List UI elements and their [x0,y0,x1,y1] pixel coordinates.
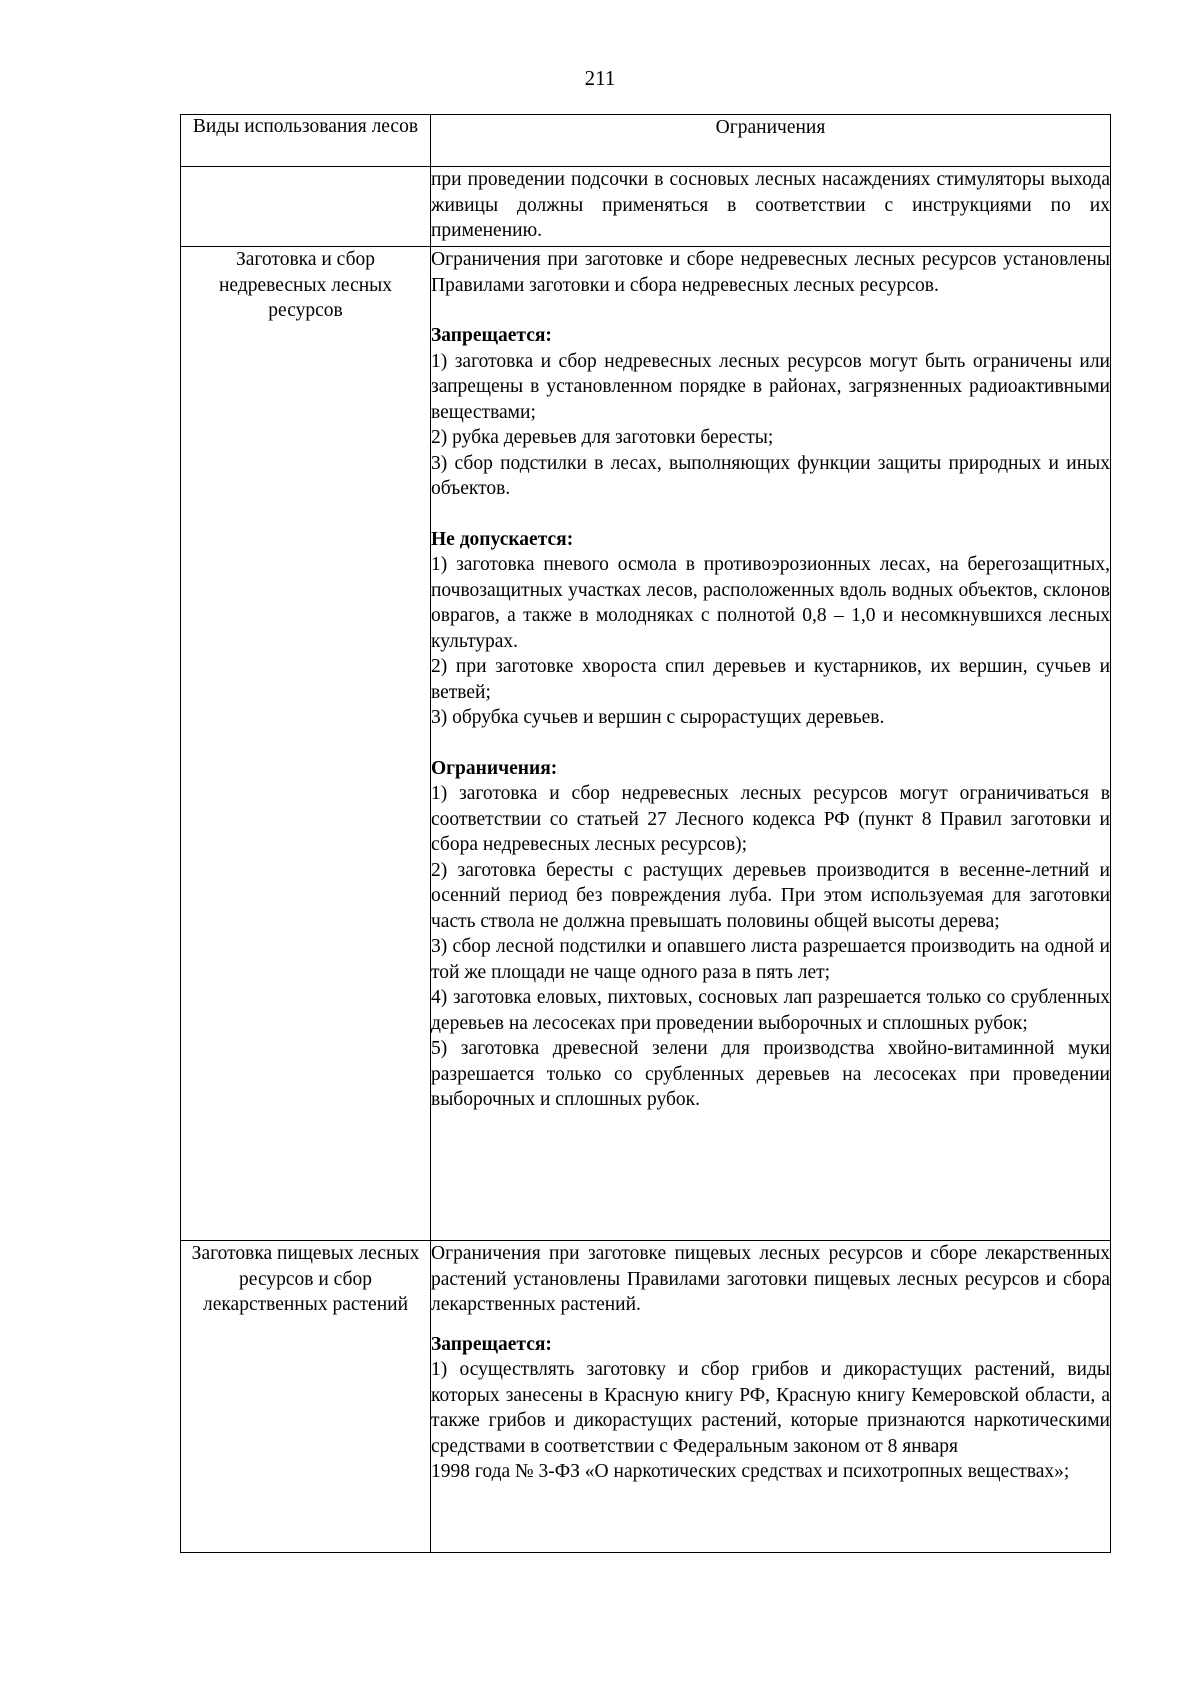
section-heading: Ограничения: [431,757,558,779]
table-row [181,1241,1111,1553]
header-restrictions: Ограничения [431,115,1111,167]
row-type-cell: Заготовка и сбор недревесных лесных ресурсов [181,247,431,1241]
paragraph: при проведении подсочки в сосновых лесных насаждениях стимуляторы выхода живицы должны применяться в соответствии с инструкциями по их применению. [431,169,1110,241]
table-row [181,247,1111,1241]
list-item: 3) сбор лесной подстилки и опавшего листа разрешается производить на одной и той же площади не чаще одного раза в пять лет; [431,936,1110,983]
row-restrictions-cell [431,1241,1111,1553]
list-item: 2) рубка деревьев для заготовки бересты; [431,427,774,448]
page-number: 211 [584,66,616,90]
list-item: 2) заготовка бересты с растущих деревьев производится в весенне-летний и осенний период без повреждения луба. При этом используемая для заготовки часть ствола не должна превышать половины общей высоты дерева; [431,859,1110,932]
list-item: 1) заготовка и сбор недревесных лесных ресурсов могут ограничиваться в соответствии со статьей 27 Лесного кодекса РФ (пункт 8 Правил заготовки и сбора недревесных лесных ресурсов); [431,783,1110,855]
row-type-cell: Заготовка пищевых лесных ресурсов и сбор лекарственных растений [181,1241,431,1553]
list-item: 1) осуществлять заготовку и сбор грибов и дикорастущих растений, виды которых занесены в Красную книгу РФ, Красную книгу Кемеровской области, а также грибов и дикорастущих растений, которые признаются наркотическими средствами в соответствии с Федеральным законом от 8 января [431,1359,1110,1457]
list-item: 1) заготовка и сбор недревесных лесных ресурсов могут быть ограничены или запрещены в установленном порядке в районах, загрязненных радиоактивными веществами; [431,350,1110,423]
intro-paragraph: Ограничения при заготовке пищевых лесных ресурсов и сборе лекарственных растений установлены Правилами заготовки пищевых лесных ресурсов и сбора лекарственных растений. [431,1243,1110,1315]
header-forest-use-types: Виды использования лесов [181,115,431,167]
row-restrictions-cell [431,247,1111,1241]
list-item: 3) обрубка сучьев и вершин с сырорастущих деревьев. [431,707,885,728]
intro-paragraph: Ограничения при заготовке и сборе недревесных лесных ресурсов установлены Правилами заготовки и сбора недревесных лесных ресурсов. [431,249,1110,296]
restrictions-table [180,114,1111,1553]
list-item: 2) при заготовке хвороста спил деревьев и кустарников, их вершин, сучьев и ветвей; [431,656,1110,703]
row-type-cell [181,167,431,247]
list-item: 1) заготовка пневого осмола в противоэрозионных лесах, на берегозащитных, почвозащитных участках лесов, расположенных вдоль водных объектов, склонов оврагов, а также в молодняках с полнотой 0,8 – 1,0 и несомкнувшихся лесных культурах. [431,554,1110,652]
list-item: 5) заготовка древесной зелени для производства хвойно-витаминной муки разрешается только со срубленных деревьев на лесосеках при проведении выборочных и сплошных рубок. [431,1038,1110,1110]
section-heading: Не допускается: [431,528,574,550]
section-heading: Запрещается: [431,1333,552,1355]
list-item: 3) сбор подстилки в лесах, выполняющих функции защиты природных и иных объектов. [431,452,1110,499]
table-header-row [181,115,1111,167]
list-item: 1998 года № 3-ФЗ «О наркотических средствах и психотропных веществах»; [431,1461,1070,1482]
row-restrictions-cell [431,167,1111,247]
table-row [181,167,1111,247]
list-item: 4) заготовка еловых, пихтовых, сосновых лап разрешается только со срубленных деревьев на лесосеках при проведении выборочных и сплошных рубок; [431,987,1110,1034]
section-heading: Запрещается: [431,325,552,346]
